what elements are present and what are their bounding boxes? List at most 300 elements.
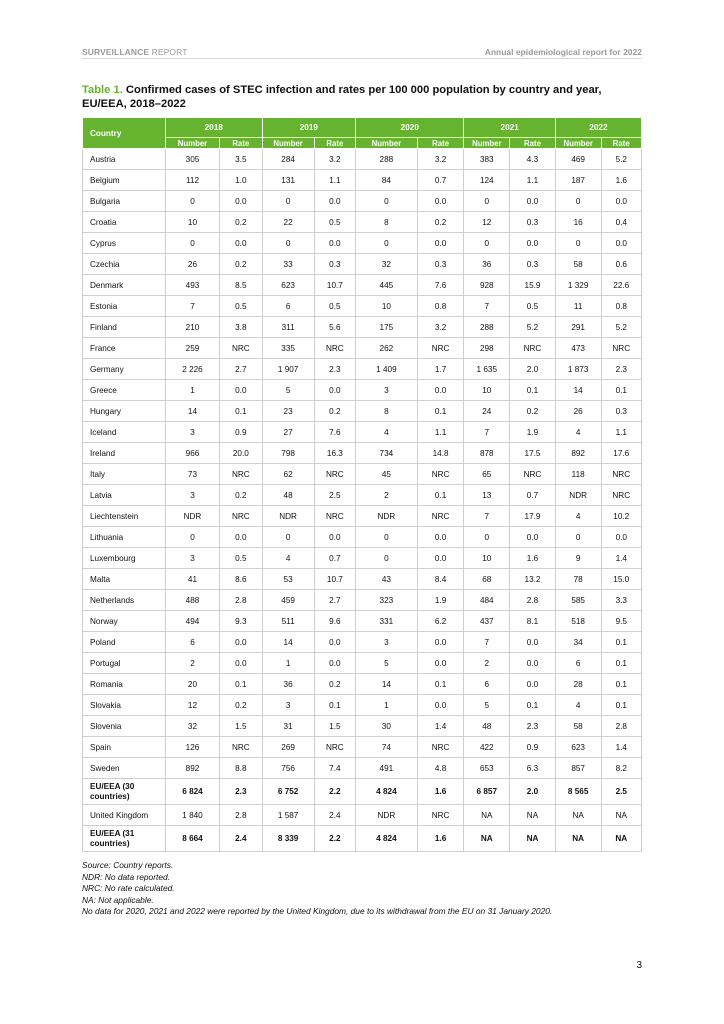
table-row <box>83 254 642 275</box>
number-cell: 14 <box>165 401 219 422</box>
table-caption-label: Table 1. <box>82 84 123 96</box>
number-cell: 0 <box>464 527 510 548</box>
rate-cell: 5.2 <box>510 317 556 338</box>
number-cell: 5 <box>262 380 314 401</box>
rate-cell: 0.1 <box>510 695 556 716</box>
rate-cell: 2.4 <box>314 805 355 826</box>
rate-cell: 0.0 <box>220 527 263 548</box>
number-cell: 7 <box>165 296 219 317</box>
number-cell: 2 <box>464 653 510 674</box>
table-row <box>83 380 642 401</box>
nrc-note: NRC: No rate calculated. <box>82 883 175 894</box>
rate-cell: 2.5 <box>314 485 355 506</box>
number-cell: 259 <box>165 338 219 359</box>
number-cell: 78 <box>555 569 601 590</box>
report-type-label <box>82 47 188 57</box>
uk-note: No data for 2020, 2021 and 2022 were reported by the United Kingdom, due to its withdrawal from the EU on 31 January 2020. <box>82 906 553 917</box>
number-cell: 45 <box>356 464 418 485</box>
rate-cell: 0.0 <box>601 527 641 548</box>
number-cell: 8 565 <box>555 779 601 805</box>
rate-cell: 0.3 <box>510 212 556 233</box>
table-row <box>83 191 642 212</box>
country-cell: Slovenia <box>83 716 166 737</box>
rate-cell: 0.2 <box>220 254 263 275</box>
rate-cell: 0.0 <box>314 653 355 674</box>
rate-cell: NRC <box>601 485 641 506</box>
rate-cell: 0.0 <box>220 632 263 653</box>
rate-cell: 10.7 <box>314 569 355 590</box>
table-row <box>83 674 642 695</box>
rate-cell: 1.5 <box>314 716 355 737</box>
rate-cell: NA <box>601 826 641 852</box>
number-cell: 7 <box>464 632 510 653</box>
rate-cell: 0.3 <box>510 254 556 275</box>
rate-cell: 2.3 <box>601 359 641 380</box>
table-row <box>83 653 642 674</box>
rate-cell: 4.3 <box>510 149 556 170</box>
rate-cell: 10.2 <box>601 506 641 527</box>
rate-cell: 2.8 <box>601 716 641 737</box>
rate-cell: 1.0 <box>220 170 263 191</box>
rate-cell: 0.1 <box>601 653 641 674</box>
number-cell: NA <box>464 805 510 826</box>
number-cell: 5 <box>464 695 510 716</box>
number-cell: 26 <box>555 401 601 422</box>
number-cell: 1 635 <box>464 359 510 380</box>
rate-cell: 1.1 <box>510 170 556 191</box>
number-cell: 33 <box>262 254 314 275</box>
number-cell: 878 <box>464 443 510 464</box>
eu-eea-30-total-row <box>83 779 642 805</box>
rate-cell: 15.0 <box>601 569 641 590</box>
rate-cell: NRC <box>417 805 464 826</box>
number-cell: 6 <box>165 632 219 653</box>
number-cell: 473 <box>555 338 601 359</box>
rate-cell: 2.5 <box>601 779 641 805</box>
rate-cell: 2.3 <box>314 359 355 380</box>
rate-cell: 0.0 <box>417 653 464 674</box>
number-cell: 623 <box>555 737 601 758</box>
rate-cell: 0.1 <box>220 401 263 422</box>
table-row <box>83 695 642 716</box>
table-caption <box>82 84 642 111</box>
rate-cell: 7.6 <box>314 422 355 443</box>
country-cell: Lithuania <box>83 527 166 548</box>
rate-cell: 6.3 <box>510 758 556 779</box>
rate-cell: 0.1 <box>601 695 641 716</box>
country-cell: Italy <box>83 464 166 485</box>
table-row <box>83 170 642 191</box>
number-cell: NDR <box>356 506 418 527</box>
rate-cell: 8.4 <box>417 569 464 590</box>
rate-cell: 5.2 <box>601 317 641 338</box>
number-cell: 36 <box>464 254 510 275</box>
country-cell: Sweden <box>83 758 166 779</box>
number-cell: 8 <box>356 401 418 422</box>
rate-cell: NRC <box>314 737 355 758</box>
rate-cell: 0.0 <box>220 233 263 254</box>
rate-cell: 0.3 <box>417 254 464 275</box>
number-cell: 269 <box>262 737 314 758</box>
rate-cell: 0.0 <box>417 548 464 569</box>
rate-cell: 2.7 <box>314 590 355 611</box>
table-row <box>83 590 642 611</box>
number-subheader: Number <box>262 138 314 149</box>
country-cell: Estonia <box>83 296 166 317</box>
number-subheader: Number <box>464 138 510 149</box>
number-cell: NDR <box>555 485 601 506</box>
number-cell: NA <box>464 826 510 852</box>
number-cell: NA <box>555 826 601 852</box>
number-cell: 0 <box>356 527 418 548</box>
country-cell: Spain <box>83 737 166 758</box>
table-header-years-row <box>83 118 642 138</box>
country-cell: Hungary <box>83 401 166 422</box>
country-cell: Liechtenstein <box>83 506 166 527</box>
rate-cell: 0.2 <box>314 401 355 422</box>
rate-cell: NRC <box>417 338 464 359</box>
number-cell: 0 <box>165 527 219 548</box>
number-cell: 3 <box>165 485 219 506</box>
rate-cell: 2.7 <box>220 359 263 380</box>
rate-cell: 0.5 <box>220 296 263 317</box>
country-cell: Bulgaria <box>83 191 166 212</box>
number-cell: 0 <box>356 191 418 212</box>
number-cell: 10 <box>464 548 510 569</box>
number-cell: 4 <box>555 506 601 527</box>
number-cell: 73 <box>165 464 219 485</box>
table-row <box>83 464 642 485</box>
rate-cell: 0.5 <box>314 296 355 317</box>
rate-cell: NRC <box>601 338 641 359</box>
number-cell: 8 <box>356 212 418 233</box>
number-cell: 798 <box>262 443 314 464</box>
rate-subheader: Rate <box>220 138 263 149</box>
number-cell: 131 <box>262 170 314 191</box>
rate-cell: 0.1 <box>417 674 464 695</box>
rate-cell: 8.1 <box>510 611 556 632</box>
year-header-2021: 2021 <box>464 118 555 138</box>
united-kingdom-row <box>83 805 642 826</box>
rate-cell: 0.3 <box>601 401 641 422</box>
table-row <box>83 275 642 296</box>
rate-cell: 0.0 <box>417 233 464 254</box>
rate-cell: 4.8 <box>417 758 464 779</box>
number-cell: 7 <box>464 296 510 317</box>
number-cell: 8 664 <box>165 826 219 852</box>
number-cell: 10 <box>356 296 418 317</box>
na-note: NA: Not applicable. <box>82 894 154 905</box>
table-row <box>83 317 642 338</box>
number-cell: 653 <box>464 758 510 779</box>
rate-cell: 0.0 <box>510 527 556 548</box>
rate-cell: NRC <box>417 506 464 527</box>
number-cell: 262 <box>356 338 418 359</box>
rate-cell: 9.3 <box>220 611 263 632</box>
number-cell: 210 <box>165 317 219 338</box>
number-cell: 892 <box>555 443 601 464</box>
rate-cell: NRC <box>314 464 355 485</box>
number-cell: 1 907 <box>262 359 314 380</box>
rate-cell: 0.1 <box>601 632 641 653</box>
number-cell: 4 <box>555 695 601 716</box>
number-cell: 585 <box>555 590 601 611</box>
number-cell: 857 <box>555 758 601 779</box>
number-cell: 892 <box>165 758 219 779</box>
table-row <box>83 149 642 170</box>
rate-cell: 8.8 <box>220 758 263 779</box>
number-subheader: Number <box>356 138 418 149</box>
number-cell: 9 <box>555 548 601 569</box>
country-cell: Belgium <box>83 170 166 191</box>
number-cell: 518 <box>555 611 601 632</box>
rate-cell: 0.0 <box>314 380 355 401</box>
rate-cell: 5.6 <box>314 317 355 338</box>
country-cell: Croatia <box>83 212 166 233</box>
country-cell: Norway <box>83 611 166 632</box>
rate-cell: 9.6 <box>314 611 355 632</box>
rate-cell: 0.0 <box>601 191 641 212</box>
rate-cell: 0.9 <box>220 422 263 443</box>
rate-cell: 0.6 <box>601 254 641 275</box>
rate-cell: 1.4 <box>601 548 641 569</box>
table-row <box>83 569 642 590</box>
rate-subheader: Rate <box>601 138 641 149</box>
number-cell: 4 <box>555 422 601 443</box>
number-subheader: Number <box>555 138 601 149</box>
rate-cell: 0.0 <box>417 632 464 653</box>
number-cell: 58 <box>555 254 601 275</box>
number-cell: 126 <box>165 737 219 758</box>
rate-cell: NRC <box>220 338 263 359</box>
number-cell: 0 <box>165 191 219 212</box>
rate-cell: 0.0 <box>314 191 355 212</box>
number-cell: NA <box>555 805 601 826</box>
ndr-note: NDR: No data reported. <box>82 871 170 882</box>
rate-cell: 22.6 <box>601 275 641 296</box>
number-cell: 3 <box>356 632 418 653</box>
number-cell: 0 <box>555 527 601 548</box>
number-cell: 187 <box>555 170 601 191</box>
country-cell: Netherlands <box>83 590 166 611</box>
report-title: Annual epidemiological report for 2022 <box>484 47 642 57</box>
rate-cell: 2.2 <box>314 826 355 852</box>
number-cell: 3 <box>165 422 219 443</box>
country-cell: Germany <box>83 359 166 380</box>
number-cell: 53 <box>262 569 314 590</box>
rate-cell: 2.3 <box>220 779 263 805</box>
number-cell: 0 <box>464 191 510 212</box>
rate-cell: NRC <box>417 464 464 485</box>
number-cell: 331 <box>356 611 418 632</box>
rate-cell: 0.2 <box>220 485 263 506</box>
rate-subheader: Rate <box>510 138 556 149</box>
rate-cell: 0.0 <box>314 233 355 254</box>
number-cell: 437 <box>464 611 510 632</box>
number-cell: 6 <box>262 296 314 317</box>
eu-eea-31-total-row <box>83 826 642 852</box>
rate-cell: 8.6 <box>220 569 263 590</box>
number-cell: 12 <box>165 695 219 716</box>
rate-cell: 0.7 <box>510 485 556 506</box>
rate-cell: 3.8 <box>220 317 263 338</box>
rate-cell: 17.5 <box>510 443 556 464</box>
table-row <box>83 296 642 317</box>
number-cell: 491 <box>356 758 418 779</box>
number-cell: 1 587 <box>262 805 314 826</box>
country-cell: Ireland <box>83 443 166 464</box>
number-cell: 65 <box>464 464 510 485</box>
number-cell: 5 <box>356 653 418 674</box>
number-cell: 22 <box>262 212 314 233</box>
number-cell: NDR <box>165 506 219 527</box>
rate-cell: 0.2 <box>510 401 556 422</box>
rate-cell: 0.2 <box>220 695 263 716</box>
rate-cell: 0.4 <box>601 212 641 233</box>
number-cell: 68 <box>464 569 510 590</box>
total-label-line2: countries) <box>90 838 130 848</box>
rate-cell: 0.3 <box>314 254 355 275</box>
number-cell: 0 <box>555 191 601 212</box>
number-cell: 14 <box>356 674 418 695</box>
rate-cell: 0.1 <box>417 485 464 506</box>
number-cell: 14 <box>555 380 601 401</box>
number-cell: 10 <box>464 380 510 401</box>
rate-cell: 17.9 <box>510 506 556 527</box>
table-row <box>83 716 642 737</box>
rate-cell: 2.8 <box>220 590 263 611</box>
rate-cell: 7.6 <box>417 275 464 296</box>
country-cell: Greece <box>83 380 166 401</box>
number-cell: 6 <box>464 674 510 695</box>
rate-cell: 0.7 <box>314 548 355 569</box>
country-cell: Austria <box>83 149 166 170</box>
rate-cell: 3.2 <box>314 149 355 170</box>
number-cell: 62 <box>262 464 314 485</box>
table-header-subcolumns-row <box>83 138 642 149</box>
number-cell: 0 <box>165 233 219 254</box>
rate-cell: 0.0 <box>601 233 641 254</box>
number-cell: 6 752 <box>262 779 314 805</box>
number-cell: 84 <box>356 170 418 191</box>
rate-cell: 10.7 <box>314 275 355 296</box>
number-cell: 7 <box>464 506 510 527</box>
country-cell: France <box>83 338 166 359</box>
rate-cell: 1.4 <box>417 716 464 737</box>
total-label-cell <box>83 826 166 852</box>
number-cell: 0 <box>356 548 418 569</box>
number-cell: 48 <box>464 716 510 737</box>
table-row <box>83 401 642 422</box>
number-cell: 3 <box>356 380 418 401</box>
number-cell: 3 <box>262 695 314 716</box>
number-cell: 10 <box>165 212 219 233</box>
year-header-2019: 2019 <box>262 118 356 138</box>
rate-cell: 0.8 <box>417 296 464 317</box>
rate-cell: 2.3 <box>510 716 556 737</box>
number-cell: 623 <box>262 275 314 296</box>
rate-cell: NRC <box>220 737 263 758</box>
country-cell: Finland <box>83 317 166 338</box>
rate-cell: 0.5 <box>314 212 355 233</box>
rate-cell: 0.2 <box>417 212 464 233</box>
rate-cell: 0.1 <box>417 401 464 422</box>
rate-cell: NA <box>510 805 556 826</box>
number-cell: 335 <box>262 338 314 359</box>
rate-cell: 16.3 <box>314 443 355 464</box>
number-cell: 493 <box>165 275 219 296</box>
header-divider <box>82 58 642 59</box>
rate-cell: 5.2 <box>601 149 641 170</box>
total-label-line1: EU/EEA (31 <box>90 828 135 838</box>
number-cell: 1 <box>356 695 418 716</box>
number-cell: 1 840 <box>165 805 219 826</box>
number-cell: 26 <box>165 254 219 275</box>
number-cell: 0 <box>262 191 314 212</box>
rate-subheader: Rate <box>314 138 355 149</box>
table-body <box>83 149 642 852</box>
rate-cell: 1.7 <box>417 359 464 380</box>
number-cell: 6 824 <box>165 779 219 805</box>
rate-cell: 0.0 <box>510 674 556 695</box>
rate-cell: 0.2 <box>220 212 263 233</box>
number-cell: 4 <box>262 548 314 569</box>
number-cell: 2 <box>356 485 418 506</box>
number-cell: 12 <box>464 212 510 233</box>
number-cell: 13 <box>464 485 510 506</box>
number-cell: 112 <box>165 170 219 191</box>
number-subheader: Number <box>165 138 219 149</box>
country-column-header: Country <box>83 118 166 149</box>
rate-cell: 0.0 <box>417 380 464 401</box>
rate-cell: 0.0 <box>417 527 464 548</box>
number-cell: 58 <box>555 716 601 737</box>
rate-cell: 0.0 <box>314 527 355 548</box>
country-cell: Luxembourg <box>83 548 166 569</box>
rate-cell: NRC <box>510 338 556 359</box>
number-cell: 1 329 <box>555 275 601 296</box>
rate-cell: 0.0 <box>510 191 556 212</box>
number-cell: 0 <box>356 233 418 254</box>
number-cell: 0 <box>555 233 601 254</box>
number-cell: 459 <box>262 590 314 611</box>
number-cell: 928 <box>464 275 510 296</box>
number-cell: 4 824 <box>356 826 418 852</box>
rate-cell: NRC <box>220 506 263 527</box>
number-cell: 323 <box>356 590 418 611</box>
number-cell: 422 <box>464 737 510 758</box>
rate-cell: 0.0 <box>417 191 464 212</box>
number-cell: 175 <box>356 317 418 338</box>
rate-cell: 0.1 <box>220 674 263 695</box>
number-cell: 8 339 <box>262 826 314 852</box>
rate-cell: 2.4 <box>220 826 263 852</box>
rate-cell: 1.6 <box>417 779 464 805</box>
rate-cell: 0.7 <box>417 170 464 191</box>
country-cell: Poland <box>83 632 166 653</box>
number-cell: 1 409 <box>356 359 418 380</box>
number-cell: 20 <box>165 674 219 695</box>
rate-cell: 1.1 <box>601 422 641 443</box>
table-row <box>83 422 642 443</box>
rate-cell: 1.1 <box>314 170 355 191</box>
number-cell: 24 <box>464 401 510 422</box>
number-cell: 36 <box>262 674 314 695</box>
page-number: 3 <box>636 960 642 971</box>
number-cell: 1 <box>262 653 314 674</box>
rate-cell: 1.6 <box>417 826 464 852</box>
stec-cases-table <box>82 117 642 852</box>
